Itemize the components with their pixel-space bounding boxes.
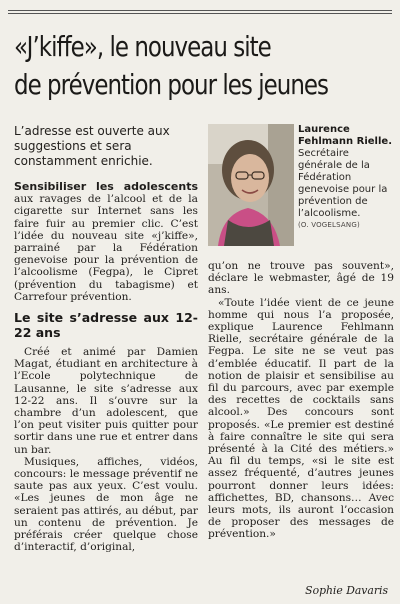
article-lead: L’adresse est ouverte aux suggestions et sera constamment enrichie.	[14, 124, 170, 168]
portrait-image	[208, 124, 294, 246]
paragraph-1: Créé et animé par Damien Magat, étudiant en architecture à l’Ecole polytechnique de Lausanne, le site s’adresse aux 12-22 ans. Il s’ouvre sur la chambre d’un adolescent, que l’on peut visiter puis quitter pour sortir dans une rue et entrer dans un bar.	[14, 346, 198, 456]
photo-caption	[298, 124, 394, 230]
top-rule-secondary	[8, 13, 392, 14]
author-signature: Sophie Davaris	[305, 584, 388, 597]
intro-bold: Sensibiliser les adolescents	[14, 180, 198, 193]
paragraph-2: Musiques, affiches, vidéos, concours: le message préventif ne saute pas aux yeux. C’est voulu. «Les jeunes de mon âge ne seraient pas attirés, au début, par un contenu de prévention. Je préférais créer quelque chose d’interactif, d’original,	[14, 455, 198, 554]
photo-credit: (O. VOGELSANG)	[298, 221, 360, 229]
caption-name: Laurence Fehlmann Rielle.	[298, 124, 392, 147]
section-subhead: Le site s’adresse aux 12-22 ans	[14, 310, 198, 341]
paragraph-3: «Toute l’idée vient de ce jeune homme qui nous l’a proposée, explique Laurence Fehlmann Rielle, secrétaire générale de la Fegpa. Le site ne se veut pas d’emblée éducatif. Il part de la notion de plaisir et sensibilise au fil du parcours, avec par exemple des recettes de cocktails sans alcool.» Des concours sont proposés. «Le premier est destiné à faire connaître le site qui sera présenté à la Cité des métiers.» Au fil du temps, «si le site est assez fréquenté, d’autres jeunes pourront donner leurs idées: affichettes, BD, chansons… Avec leurs mots, ils auront l’occasion de proposer des messages de prévention.»	[208, 296, 394, 541]
caption-text: Secrétaire générale de la Fédération genevoise pour la prévention de l’alcoolisme.	[298, 148, 388, 219]
intro-paragraph	[14, 181, 198, 303]
column-right	[208, 260, 394, 541]
intro-text: aux ravages de l’alcool et de la cigarette sur Internet sans les faire fuir au premier clic. C’est l’idée du nouveau site «j’kiffe», parrainé par la Fédération genevoise pour la prévention de l’alcoolisme (Fegpa), le Cipret (prévention du tabagisme) et Carrefour prévention.	[14, 193, 198, 303]
column-left	[14, 181, 198, 553]
article-headline	[14, 28, 329, 104]
headline-line-1: «J’kiffe», le nouveau site	[14, 30, 271, 63]
top-rule	[8, 10, 392, 11]
headline-line-2: de prévention pour les jeunes	[14, 68, 329, 101]
portrait-photo	[208, 124, 294, 246]
paragraph-2-continued: qu’on ne trouve pas souvent», déclare le webmaster, âgé de 19 ans.	[208, 260, 394, 297]
